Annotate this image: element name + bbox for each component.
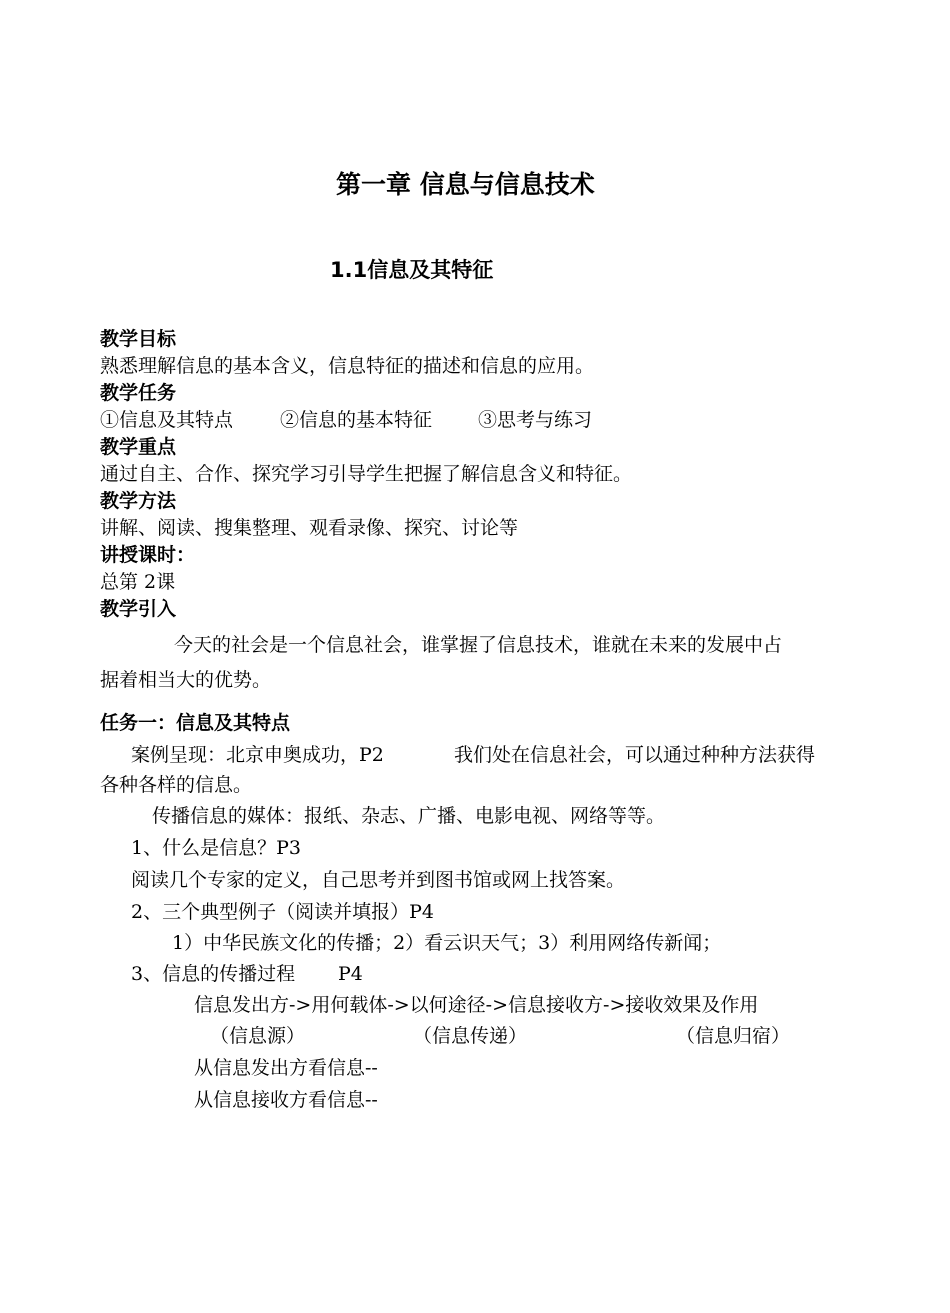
- question-2: 2、三个典型例子（阅读并填报）P4: [131, 901, 434, 923]
- task-item-2: ②信息的基本特征: [280, 409, 433, 431]
- focus-heading: 教学重点: [100, 436, 177, 458]
- question-3: 3、信息的传播过程: [131, 963, 296, 985]
- task-item-3: ③思考与练习: [478, 409, 593, 431]
- method-heading: 教学方法: [100, 490, 177, 512]
- question-1-text: 阅读几个专家的定义，自己思考并到图书馆或网上找答案。: [131, 869, 626, 891]
- task-item-1: ①信息及其特点: [100, 409, 234, 431]
- question-3-page: P4: [338, 963, 363, 985]
- chapter-title: 第一章 信息与信息技术: [336, 170, 595, 199]
- view-from-sender: 从信息发出方看信息--: [194, 1057, 378, 1079]
- intro-heading: 教学引入: [100, 598, 177, 620]
- method-text: 讲解、阅读、搜集整理、观看录像、探究、讨论等: [100, 517, 519, 539]
- objective-heading: 教学目标: [100, 328, 177, 350]
- intro-line-1: 今天的社会是一个信息社会，谁掌握了信息技术，谁就在未来的发展中占: [174, 634, 783, 656]
- flow-label-source: （信息源）: [210, 1025, 306, 1047]
- objective-text: 熟悉理解信息的基本含义，信息特征的描述和信息的应用。: [100, 355, 595, 377]
- case-label: 案例呈现：北京申奥成功，P2: [131, 744, 384, 766]
- tasks-heading: 教学任务: [100, 382, 177, 404]
- question-1: 1、什么是信息？P3: [131, 837, 301, 859]
- hours-heading: 讲授课时：: [100, 544, 196, 566]
- intro-line-2: 据着相当大的优势。: [100, 669, 272, 691]
- question-2-text: 1）中华民族文化的传播；2）看云识天气；3）利用网络传新闻；: [172, 932, 722, 954]
- focus-text: 通过自主、合作、探究学习引导学生把握了解信息含义和特征。: [100, 463, 633, 485]
- flow-label-destination: （信息归宿）: [676, 1025, 791, 1047]
- flow-line: 信息发出方->用何载体->以何途径->信息接收方->接收效果及作用: [194, 994, 759, 1016]
- task-one-heading: 任务一：信息及其特点: [100, 712, 291, 734]
- flow-label-transfer: （信息传递）: [413, 1025, 528, 1047]
- case-text-2: 各种各样的信息。: [100, 774, 253, 796]
- case-text: 我们处在信息社会，可以通过种种方法获得: [454, 744, 816, 766]
- view-from-receiver: 从信息接收方看信息--: [194, 1089, 378, 1111]
- media-text: 传播信息的媒体：报纸、杂志、广播、电影电视、网络等等。: [152, 805, 666, 827]
- section-title: 1.1信息及其特征: [330, 258, 494, 282]
- hours-text: 总第 2课: [100, 571, 176, 593]
